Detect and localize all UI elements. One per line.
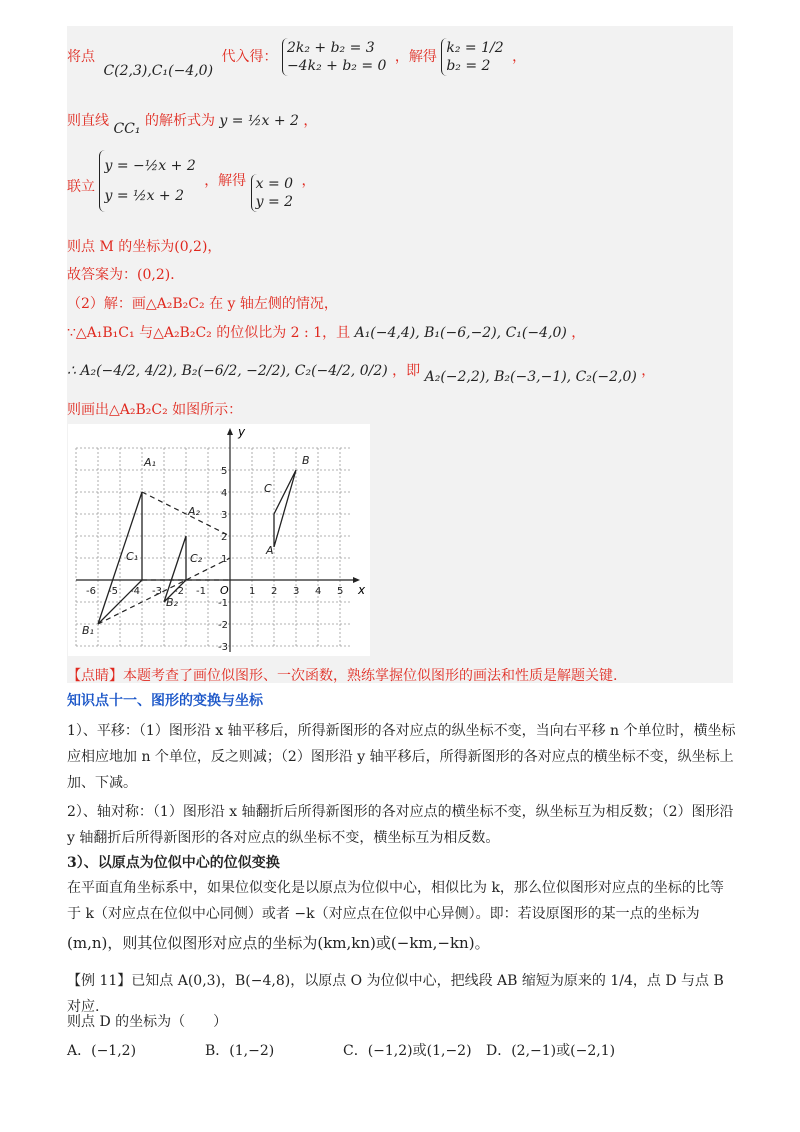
tick-label: -3	[152, 586, 162, 597]
point-label: C₁	[126, 550, 139, 563]
subheading-dilation: 3）、以原点为位似中心的位似变换	[67, 855, 280, 871]
text: ，	[512, 49, 527, 65]
solution-line-6: （2）解：画△A₂B₂C₂ 在 y 轴左侧的情况，	[67, 296, 338, 312]
tick-label: -2	[174, 586, 184, 597]
y-axis-label: y	[238, 425, 246, 439]
point-label: C	[264, 482, 272, 495]
solution-line-5: 故答案为：(0,2)．	[67, 267, 185, 283]
equation-system	[282, 38, 390, 76]
coordinates: A₂(−2,2), B₂(−3,−1), C₂(−2,0)	[424, 369, 637, 385]
tick-label: -6	[86, 586, 96, 597]
solution-line-7	[67, 322, 585, 342]
example-question: 【例 11】已知点 A(0,3)，B(−4,8)，以原点 O 为位似中心，把线段 AB 缩短为原来的 1/4，点 D 与点 B 对应.	[67, 973, 724, 1015]
tick-label: 2	[271, 586, 278, 597]
solution-line-4: 则点 M 的坐标为(0,2)，	[67, 239, 222, 255]
paragraph-reflection: 2）、轴对称：（1）图形沿 x 轴翻折后所得新图形的各对应点的横坐标不变，纵坐标互为相反数；（2）图形沿 y 轴翻折后所得新图形的各对应点的纵坐标不变，横坐标互为相反数。	[67, 804, 734, 846]
text: ，解得	[394, 49, 437, 65]
text: 代入得：	[221, 49, 278, 65]
point-label: C₂	[190, 552, 203, 565]
tick-label: 2	[221, 532, 228, 543]
tick-label: 5	[221, 466, 228, 477]
solution-line-8	[67, 360, 656, 385]
equation: y = ½x + 2	[219, 113, 299, 129]
text: 将点	[67, 49, 95, 65]
points-text: C(2,3),C₁(−4,0)	[103, 63, 214, 79]
equation: b₂ = 2	[446, 58, 491, 74]
option-d[interactable]: D．(2,−1)或(−2,1)	[486, 1043, 616, 1059]
line-name: CC₁	[113, 121, 141, 137]
tick-label: -1	[218, 598, 228, 609]
text: ，即	[392, 363, 421, 379]
example-prompt: 则点 D 的坐标为（ ）	[67, 1014, 228, 1030]
text: 则直线	[67, 113, 109, 129]
text: 的解析式为	[144, 113, 215, 129]
text: ，解得	[204, 173, 247, 189]
tick-label: 1	[249, 586, 256, 597]
origin-label: O	[220, 584, 229, 597]
equation: y = 2	[255, 194, 294, 210]
tick-label: 3	[221, 510, 228, 521]
equation: y = ½x + 2	[104, 188, 184, 204]
coordinate-graph	[68, 424, 370, 656]
solution-line-3	[67, 150, 316, 212]
solution-line-1	[67, 38, 527, 79]
equation: k₂ = 1/2	[446, 40, 504, 56]
point-label: B₂	[166, 596, 178, 609]
equation: 2k₂ + b₂ = 3	[286, 40, 375, 56]
option-a[interactable]: A．(−1,2)	[67, 1043, 137, 1059]
equation: x = 0	[255, 176, 294, 192]
equation: −4k₂ + b₂ = 0	[286, 58, 387, 74]
solution-line-2	[67, 110, 318, 137]
point-label: A	[266, 544, 274, 557]
tick-label: 4	[221, 488, 228, 499]
paragraph-dilation-formula: (m,n)，则其位似图形对应点的坐标为(km,kn)或(−km,−kn)。	[67, 934, 490, 952]
solution-system	[251, 174, 297, 212]
solution-system	[441, 38, 507, 76]
paragraph-translation: 1）、平移：（1）图形沿 x 轴平移后，所得新图形的各对应点的纵坐标不变，当向右平移 n 个单位时，横坐标应相应地加 n 个单位，反之则减；（2）图形沿 y 轴平移后，所得新图形的各对应点的横坐标不变，纵坐标上加、下减。	[67, 723, 736, 791]
coordinates: ∴ A₂(−4/2, 4/2), B₂(−6/2, −2/2), C₂(−4/2, 0/2)	[67, 363, 388, 379]
option-c[interactable]: C．(−1,2)或(1,−2)	[343, 1043, 472, 1059]
tick-label: -4	[130, 586, 140, 597]
tick-label: -5	[108, 586, 118, 597]
equation-system	[99, 150, 199, 212]
tick-label: -3	[218, 642, 228, 653]
text: ∵△A₁B₁C₁ 与△A₂B₂C₂ 的位似比为 2 : 1，且	[67, 325, 351, 341]
paragraph-dilation: 在平面直角坐标系中，如果位似变化是以原点为位似中心，相似比为 k，那么位似图形对应点的坐标的比等于 k（对应点在位似中心同侧）或者 −k（对应点在位似中心异侧）。即：若设原图形的某一点的坐标为	[67, 880, 724, 922]
point-label: B	[302, 454, 310, 467]
tick-label: 1	[221, 554, 228, 565]
coordinates: A₁(−4,4), B₁(−6,−2), C₁(−4,0)	[354, 325, 567, 341]
tick-label: -1	[196, 586, 206, 597]
text: 联立	[67, 179, 95, 195]
text: ，	[301, 173, 316, 189]
point-label: A₂	[188, 505, 200, 518]
option-b[interactable]: B．(1,−2)	[205, 1043, 275, 1059]
section-heading: 知识点十一、图形的变换与坐标	[67, 693, 263, 709]
text: ，	[641, 363, 656, 379]
x-axis-label: x	[358, 583, 366, 597]
tick-label: 5	[337, 586, 344, 597]
tick-label: 4	[315, 586, 322, 597]
point-label: A₁	[144, 456, 156, 469]
comment-line: 【点睛】本题考查了画位似图形、一次函数，熟练掌握位似图形的画法和性质是解题关键.	[67, 668, 618, 684]
point-label: B₁	[82, 624, 94, 637]
tick-label: -2	[218, 620, 228, 631]
tick-label: 3	[293, 586, 300, 597]
equation: y = −½x + 2	[104, 158, 196, 174]
text: ，	[303, 113, 318, 129]
text: ，	[571, 325, 586, 341]
solution-line-9: 则画出△A₂B₂C₂ 如图所示：	[67, 402, 243, 418]
